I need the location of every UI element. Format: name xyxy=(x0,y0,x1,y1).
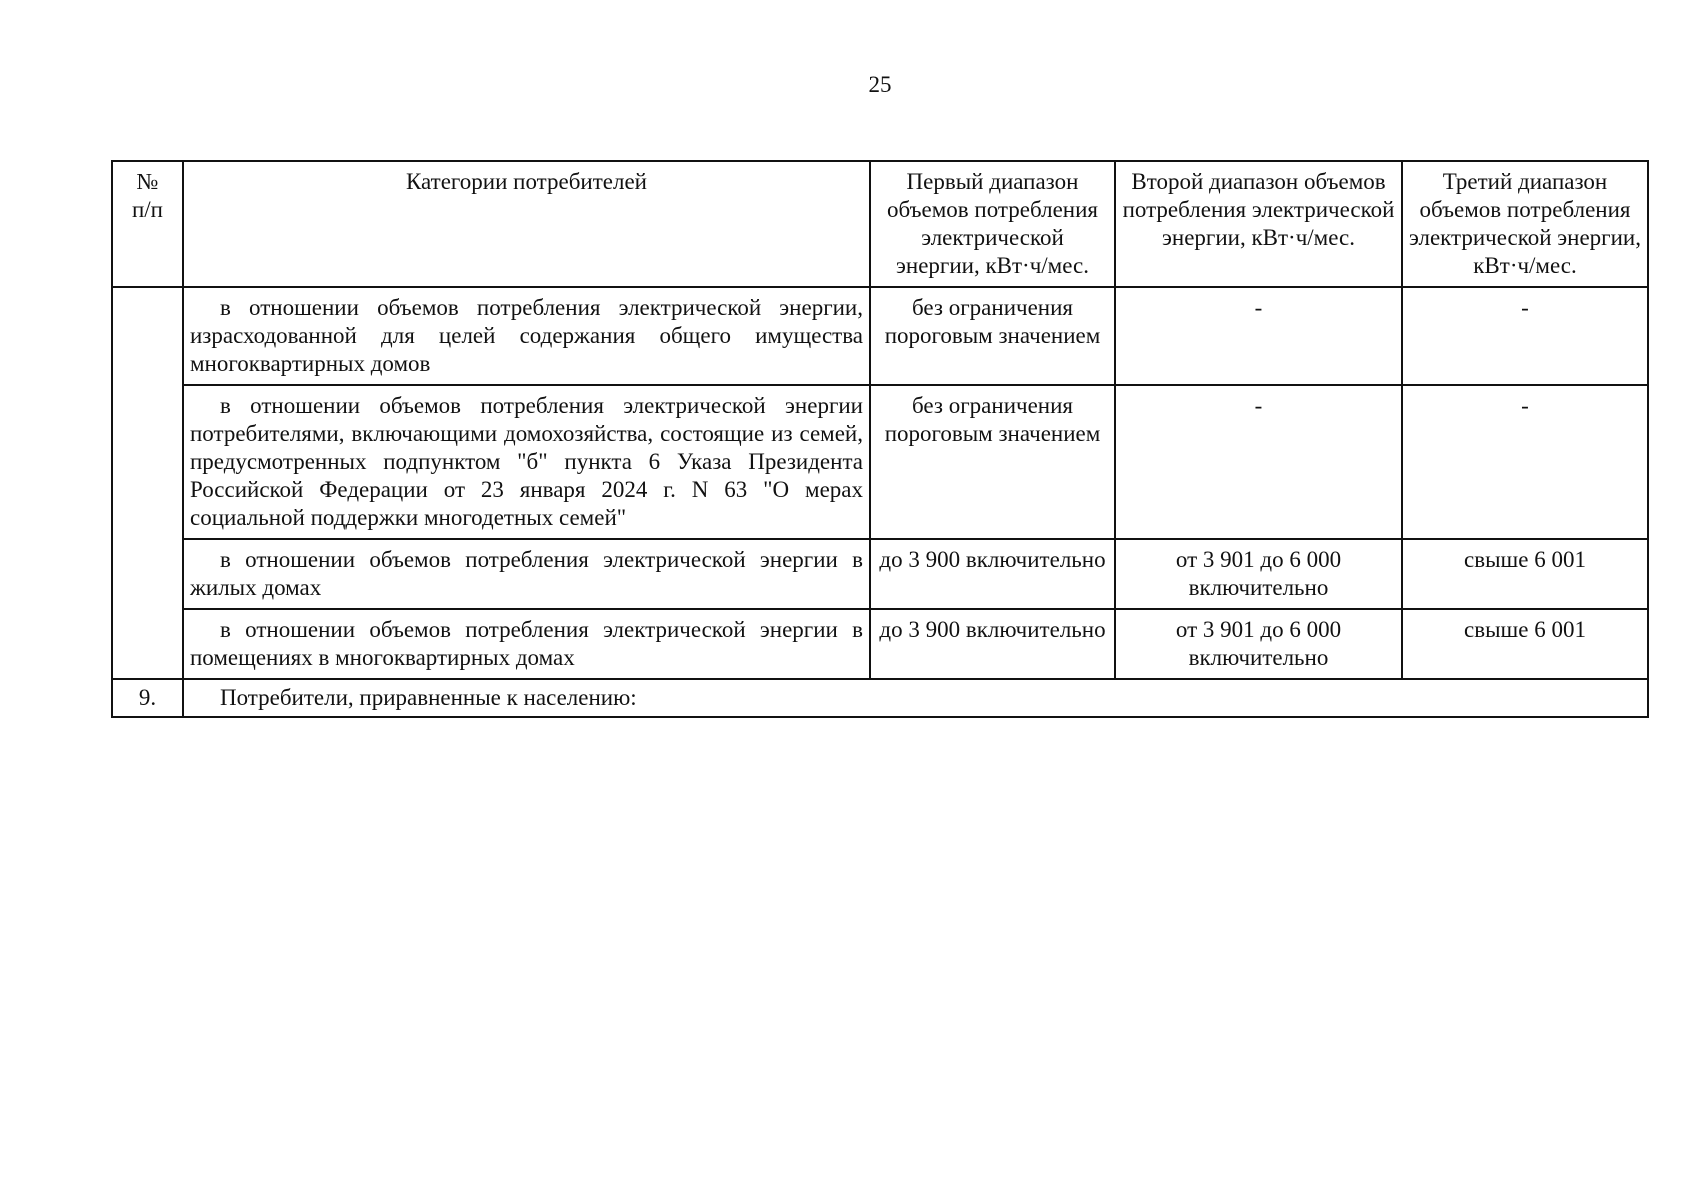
table-row xyxy=(112,539,1648,609)
row-range2: от 3 901 до 6 000 включительно xyxy=(1115,539,1402,609)
row-range3: - xyxy=(1402,287,1648,385)
header-number: № п/п xyxy=(112,161,183,287)
row-range1: до 3 900 включительно xyxy=(870,609,1115,679)
row-range1: без ограничения пороговым значением xyxy=(870,287,1115,385)
table-row xyxy=(112,287,1648,385)
row-range1: до 3 900 включительно xyxy=(870,539,1115,609)
page-number: 25 xyxy=(868,72,892,97)
table-row xyxy=(112,385,1648,539)
section-number: 9. xyxy=(112,679,183,717)
header-range2: Второй диапазон объемов потребления электрической энергии, кВт·ч/мес. xyxy=(1115,161,1402,287)
row-category: в отношении объемов потребления электрической энергии потребителями, включающими домохозяйства, состоящие из семей, предусмотренных подпунктом "б" пункта 6 Указа Президента Российской Федерации от 23 января 2024 г. N 63 "О мерах социальной поддержки многодетных семей" xyxy=(183,385,870,539)
section-title: Потребители, приравненные к населению: xyxy=(183,679,1648,717)
row-range3: свыше 6 001 xyxy=(1402,609,1648,679)
tariff-ranges-table xyxy=(111,160,1649,718)
row-category: в отношении объемов потребления электрической энергии в помещениях в многоквартирных домах xyxy=(183,609,870,679)
row-category: в отношении объемов потребления электрической энергии, израсходованной для целей содержания общего имущества многоквартирных домов xyxy=(183,287,870,385)
header-range1: Первый диапазон объемов потребления электрической энергии, кВт·ч/мес. xyxy=(870,161,1115,287)
row-number-empty xyxy=(112,287,183,679)
row-range2: - xyxy=(1115,287,1402,385)
table-row xyxy=(112,609,1648,679)
header-range3: Третий диапазон объемов потребления электрической энергии, кВт·ч/мес. xyxy=(1402,161,1648,287)
row-range3: - xyxy=(1402,385,1648,539)
row-range2: - xyxy=(1115,385,1402,539)
row-range3: свыше 6 001 xyxy=(1402,539,1648,609)
section-row xyxy=(112,679,1648,717)
row-range1: без ограничения пороговым значением xyxy=(870,385,1115,539)
row-range2: от 3 901 до 6 000 включительно xyxy=(1115,609,1402,679)
table-header-row xyxy=(112,161,1648,287)
header-category: Категории потребителей xyxy=(183,161,870,287)
row-category: в отношении объемов потребления электрической энергии в жилых домах xyxy=(183,539,870,609)
